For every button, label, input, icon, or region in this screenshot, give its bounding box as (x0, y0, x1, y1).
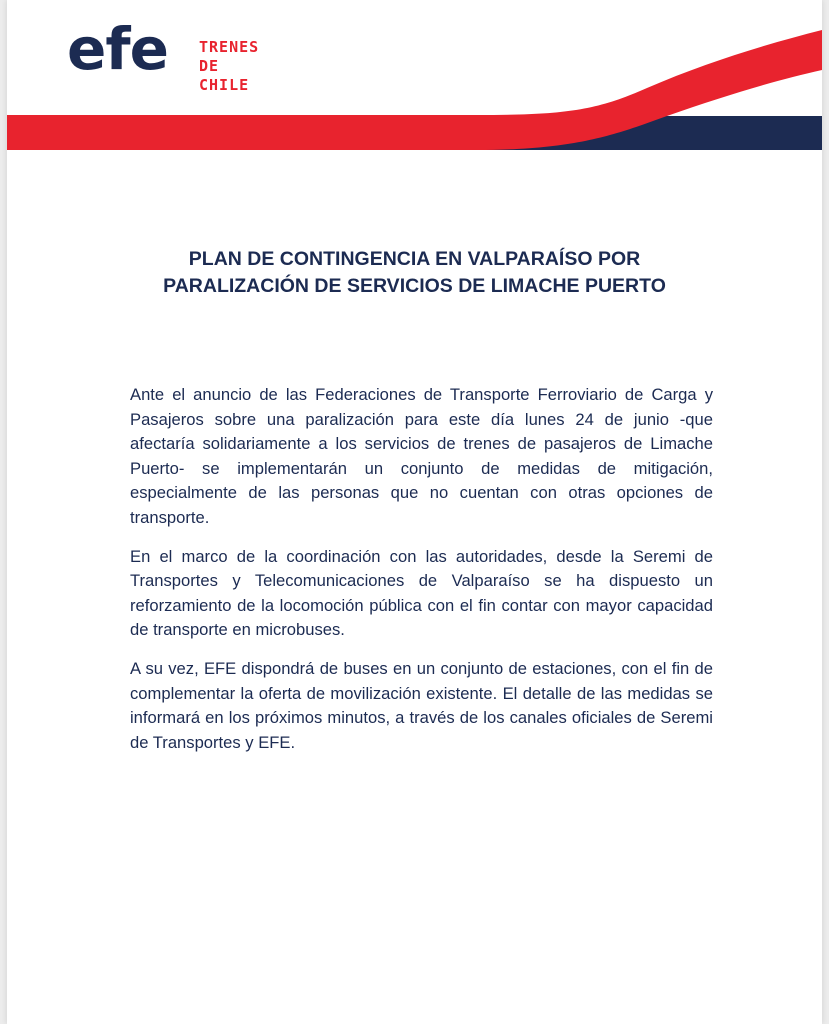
efe-logo-subtitle (199, 38, 259, 95)
logo-subtitle-line: CHILE (199, 76, 250, 94)
document-body (130, 383, 713, 769)
body-paragraph: En el marco de la coordinación con las autoridades, desde la Seremi de Transportes y Telecomunicaciones de Valparaíso se ha dispuesto un reforzamiento de la locomoción pública con el fin contar con mayor capacidad de transporte en microbuses. (130, 546, 713, 640)
title-line: PLAN DE CONTINGENCIA EN VALPARAÍSO POR (188, 248, 641, 270)
body-paragraph: Ante el anuncio de las Federaciones de Transporte Ferroviario de Carga y Pasajeros sobre una paralización para este día lunes 24 de junio -que afectaría solidariamente a los servicios de trenes de pasajeros de Limache Puerto- se implementarán un conjunto de medidas de mitigación, especialmente de las personas que no cuentan con otras opciones de transporte. (130, 385, 713, 527)
body-paragraph: A su vez, EFE dispondrá de buses en un conjunto de estaciones, con el fin de complementar la oferta de movilización existente. El detalle de las medidas se informará en los próximos minutos, a través de los canales oficiales de Seremi de Transportes y EFE. (130, 658, 713, 752)
document-page (7, 0, 822, 1024)
logo-subtitle-line: TRENES (199, 38, 260, 56)
document-title (7, 246, 822, 300)
title-line: PARALIZACIÓN DE SERVICIOS DE LIMACHE PUERTO (163, 275, 666, 297)
logo-subtitle-line: DE (199, 57, 220, 75)
efe-logo-wordmark: efe (67, 15, 168, 83)
